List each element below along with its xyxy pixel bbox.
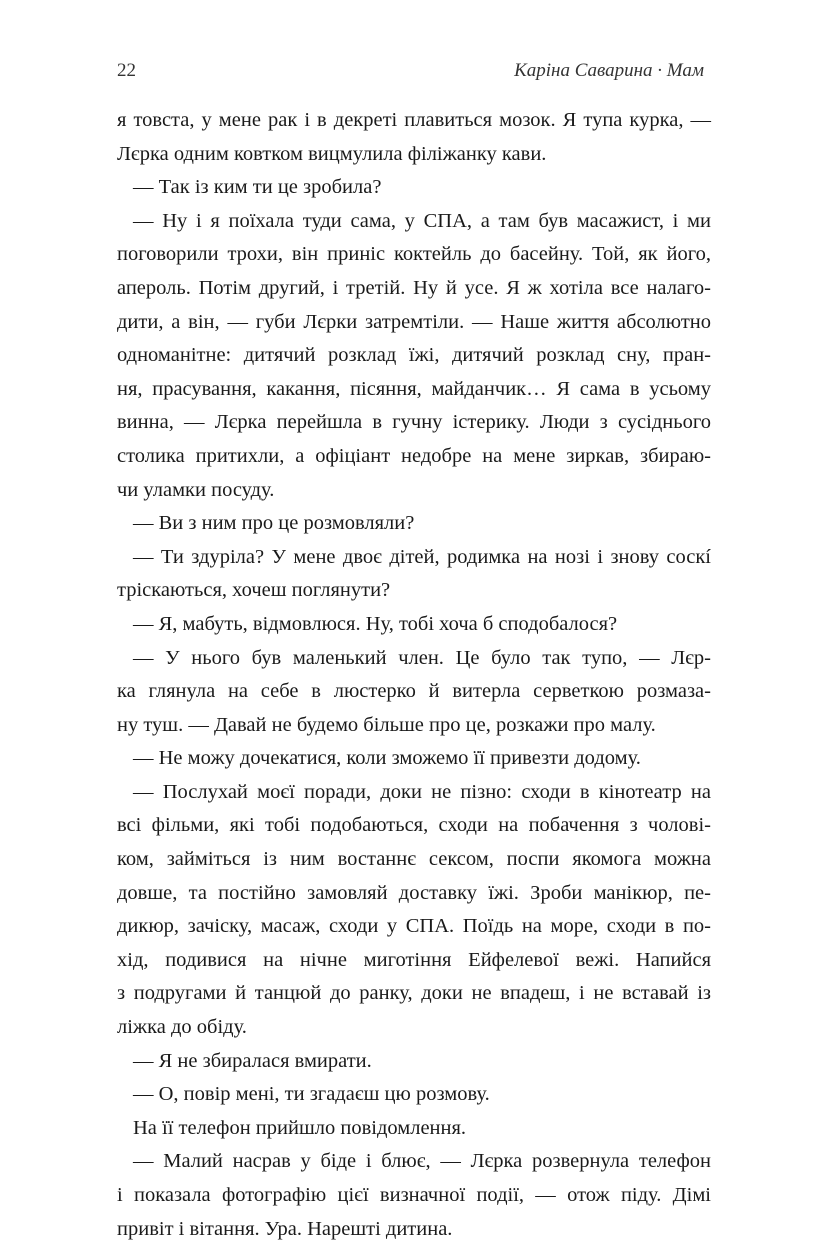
text-line: я товста, у мене рак і в декреті плавиться мозок. Я тупа курка, — [117,109,711,131]
text-line: ліжка до обіду. [117,1016,247,1039]
text-line: ня, прасування, какання, пісяння, майданчик… Я сама в усьому [117,377,711,400]
text-line: — Я, мабуть, відмовлюся. Ну, тобі хоча б сподобалося? [133,612,618,635]
text-line: привіт і вітання. Ура. Нарешті дитина. [117,1217,453,1240]
text-line: всі фільми, які тобі подобаються, сходи на побачення з чолові- [117,814,711,837]
text-line: ну туш. — Давай не будемо більше про це, розкажи про малу. [117,713,656,736]
text-line: — У нього був маленький член. Це було так тупо, — Лєр- [133,646,711,669]
text-line: і показала фотографію цієї визначної події, — отож піду. Дімі [117,1184,711,1206]
text-line: — Так із ким ти це зробила? [133,176,382,199]
text-line: апероль. Потім другий, і третій. Ну й усе. Я ж хотіла все налаго- [117,276,711,299]
text-line: — Не можу дочекатися, коли зможемо її привезти додому. [133,747,641,770]
text-line: — Ну і я поїхала туди сама, у СПА, а там був масажист, і ми [133,209,711,232]
text-line: — Ви з ним про це розмовляли? [133,512,415,535]
text-line: столика притихли, а офіціант недобре на мене зиркав, збираю- [117,444,711,467]
text-line: довше, та постійно замовляй доставку їжі. Зроби манікюр, пе- [117,881,711,904]
text-line: одноманітне: дитячий розклад їжі, дитячий розклад сну, пран- [117,344,711,367]
text-line: хід, подивися на нічне миготіння Ейфелевої вежі. Напийся [117,948,711,971]
text-line: На її телефон прийшло повідомлення. [133,1116,467,1139]
text-line: ка глянула на себе в люстерко й витерла серветкою розмаза- [117,680,711,703]
text-line: — Малий насрав у біде і блює, — Лєрка розвернула телефон [133,1150,711,1173]
text-line: дикюр, зачіску, масаж, сходи у СПА. Поїдь на море, сходи в по- [117,915,711,938]
text-line: — Послухай моєї поради, доки не пізно: сходи в кінотеатр на [133,780,711,803]
text-line: — Ти здуріла? У мене двоє дітей, родимка на нозі і знову соскí [133,545,711,568]
text-line: тріскаються, хочеш поглянути? [117,579,391,602]
text-line: винна, — Лєрка перейшла в гучну істерику. Люди з сусіднього [117,411,711,434]
text-line: Лєрка одним ковтком вицмулила філіжанку кави. [117,142,547,165]
text-line: ком, займіться із ним востаннє сексом, поспи якомога можна [117,848,711,871]
text-line: з подругами й танцюй до ранку, доки не впадеш, і не вставай із [117,982,711,1005]
text-line: дити, а він, — губи Лєрки затремтіли. — Наше життя абсолютно [117,310,711,333]
page-header [117,60,704,88]
text-line: — Я не збиралася вмирати. [133,1049,372,1072]
page-number: 22 [117,60,136,81]
text-line: чи уламки посуду. [117,478,275,501]
running-head: Каріна Саварина · Мам [514,60,704,81]
text-line: — О, повір мені, ти згадаєш цю розмову. [133,1083,490,1106]
body-text [117,104,711,1246]
text-line: поговорили трохи, він приніс коктейль до басейну. Той, як його, [117,243,711,266]
